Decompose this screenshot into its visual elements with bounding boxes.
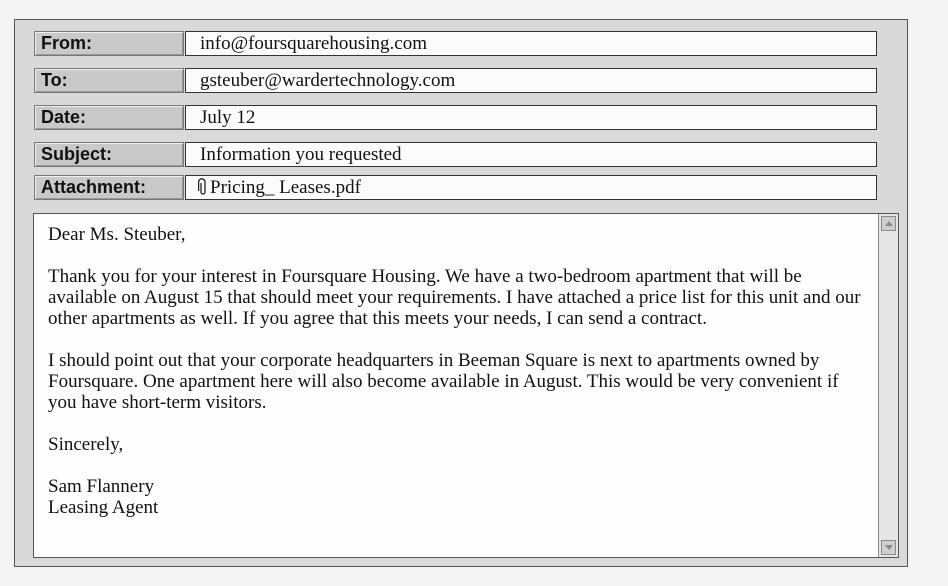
from-field[interactable]: info@foursquarehousing.com [185,31,877,56]
date-label: Date: [34,105,184,130]
message-body [33,213,899,558]
paperclip-icon [198,178,210,202]
to-label: To: [34,68,184,93]
paragraph-1: Thank you for your interest in Foursquare Housing. We have a two-bedroom apartment that will be available on August 15 that should meet your requirements. I have attached a price list for this unit and our other apartments as well. If you agree that this meets your needs, I can send a contract. [48,266,861,329]
message-text [48,224,868,518]
subject-field[interactable]: Information you requested [185,142,877,167]
vertical-scrollbar[interactable] [878,214,898,557]
signature-title: Leasing Agent [48,497,159,518]
email-window [14,19,908,567]
paragraph-2: I should point out that your corporate headquarters in Beeman Square is next to apartments owned by Foursquare. One apartment here will also become available in August. This would be very convenient if you have short-term visitors. [48,350,839,413]
scroll-up-arrow-icon[interactable] [881,216,896,231]
signature-name: Sam Flannery [48,476,155,497]
subject-label: Subject: [34,142,184,167]
closing: Sincerely, [48,434,124,455]
to-field[interactable]: gsteuber@wardertechnology.com [185,68,877,93]
greeting: Dear Ms. Steuber, [48,224,186,245]
attachment-label: Attachment: [34,175,184,200]
scroll-down-arrow-icon[interactable] [881,540,896,555]
from-label: From: [34,31,184,56]
date-field[interactable]: July 12 [185,105,877,130]
attachment-field[interactable] [185,175,877,200]
attachment-filename[interactable]: Pricing_ Leases.pdf [210,177,361,198]
